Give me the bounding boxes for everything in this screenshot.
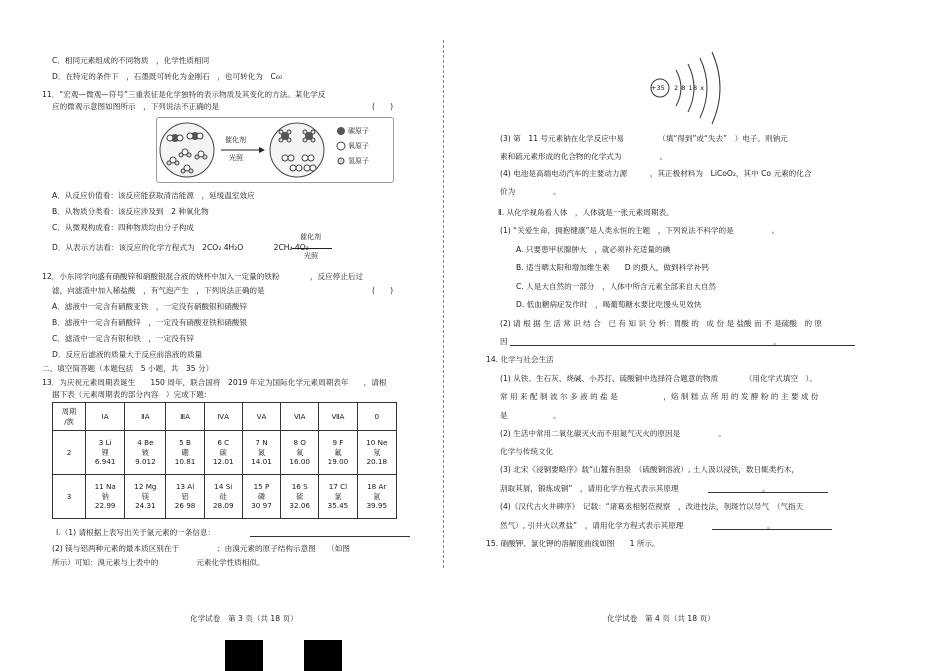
element-name: 氟 — [334, 447, 342, 457]
element-cell — [125, 431, 166, 475]
table-row — [53, 475, 397, 519]
element-symbol: 7 N — [255, 438, 268, 448]
header-group: ⅠA — [86, 403, 125, 431]
equation-catalyst: 催化剂 — [300, 233, 321, 241]
element-mass: 35.45 — [327, 501, 349, 511]
element-mass: 22.99 — [94, 501, 116, 511]
option-d-ii1: D. 低血糖病症发作时 ，喝葡萄糖水要比吃馒头见效快 — [516, 300, 702, 309]
legend-hydrogen: 氢原子 — [348, 157, 369, 165]
element-mass: 16.00 — [289, 457, 310, 467]
element-symbol: 13 Al — [175, 482, 195, 492]
element-symbol: 4 Be — [137, 438, 154, 448]
option-c-q12: C．滤渣中一定含有银和铁 ，一定没有锌 — [52, 334, 194, 343]
atom-nucleus-label: +35 — [651, 84, 665, 92]
element-cell — [125, 475, 166, 519]
element-mass: 14.01 — [251, 457, 272, 467]
period-cell: 3 — [53, 475, 86, 519]
answer-bracket-q11: ( ) — [372, 102, 394, 111]
element-name: 硫 — [296, 491, 304, 501]
question-13-part-2: (2) 镁与铝两种元素的最本质区别在于 ；由溴元素的原子结构示意图 （如图 — [52, 544, 350, 553]
header-group: ⅥA — [281, 403, 319, 431]
element-cell — [242, 475, 280, 519]
element-name: 锂 — [101, 447, 109, 457]
question-11-stem-2: 应的微观示意图如图所示 ，下列说法不正确的是 — [52, 102, 220, 111]
element-symbol: 14 Si — [214, 482, 233, 492]
element-cell — [204, 475, 242, 519]
element-cell — [166, 475, 204, 519]
scan-marker — [304, 640, 342, 671]
q13-part-3b: 素和硫元素形成的化合物的化学式为 。 — [500, 152, 668, 161]
element-mass: 9.012 — [135, 457, 156, 467]
option-d-q12: D．反应后滤液的质量大于反应前溶液的质量 — [52, 350, 203, 359]
equation-light: 光照 — [304, 252, 318, 260]
answer-line — [712, 529, 832, 530]
header-group: ⅦA — [319, 403, 357, 431]
question-13-part-1: Ⅰ.（1) 请根据上表写出关于氩元素的一条信息： — [56, 528, 216, 537]
q13-part-4b: 价为 。 — [500, 187, 561, 196]
section-2-heading: 二、填空简答题（本题包括 5 小题，共 35 分） — [42, 364, 214, 373]
element-cell — [281, 431, 319, 475]
q14-part-1b: 常 用 来 配 制 波 尔 多 液 的 盐 是 ，焙 制 糕 点 所 用 的 发 酵 粉 的 主 要 成 份 — [500, 392, 819, 401]
option-d-q11: D．从表示方法看：该反应的化学方程式为 2CO₂ 4H₂O 2CH₄ 4O₂ — [52, 243, 309, 252]
answer-line — [510, 345, 855, 346]
q14-part-1c: 是 。 — [500, 411, 561, 420]
question-12-stem: 12．小东同学向盛有硝酸锌和硝酸银混合液的烧杯中加入一定量的铁粉 ，反应停止后过 — [42, 272, 364, 281]
element-cell — [86, 475, 125, 519]
option-d-q10: D．在特定的条件下 ，石墨既可转化为金刚石 ，也可转化为 C₆₀ — [52, 72, 282, 81]
element-cell — [86, 431, 125, 475]
element-name: 铍 — [141, 447, 149, 457]
element-mass: 32.06 — [289, 501, 310, 511]
scan-marker — [225, 640, 263, 671]
element-mass: 10.81 — [174, 457, 196, 467]
element-name: 碳 — [219, 447, 227, 457]
q13-part-4: (4) 电池是高端电动汽车的主要动力源 ，其正极材料为 LiCoO₂，其中 Co 元素的化合 — [500, 169, 812, 178]
element-name: 硅 — [219, 491, 227, 501]
answer-line — [708, 492, 828, 493]
element-mass: 28.09 — [212, 501, 234, 511]
question-13-stem-2: 据下表（元素周期表的部分内容 ）完成下题: — [52, 390, 207, 399]
element-symbol: 9 F — [332, 438, 344, 448]
option-b-q12: B．滤液中一定含有硝酸锌 ，一定没有硝酸亚铁和硝酸银 — [52, 318, 248, 327]
reaction-diagram — [156, 117, 394, 183]
answer-bracket-q12: ( ) — [372, 286, 394, 295]
element-name: 钠 — [101, 491, 109, 501]
header-group: ⅣA — [204, 403, 242, 431]
element-mass: 6.941 — [94, 457, 116, 467]
element-name: 氖 — [373, 447, 381, 457]
option-a-q11: A．从反应价值看：该反应能获取清洁能源 ，延缓温室效应 — [52, 191, 255, 200]
element-symbol: 18 Ar — [367, 482, 387, 492]
option-b-ii1: B. 适当晒太阳和增加维生素 D 的摄入，做到科学补钙 — [516, 263, 709, 272]
element-symbol: 12 Mg — [134, 482, 157, 492]
q14-part-4: (4)《汉代古火井碑序》 记载：“诸葛丞相躬莅视察 ，改进技法，刳斑竹以导气 （气指天 — [500, 502, 804, 511]
option-a-ii1: A. 只要患甲状腺肿大 ，就必须补充适量的碘 — [516, 245, 671, 254]
element-cell — [204, 431, 242, 475]
header-period-group: 周期 /族 — [53, 403, 86, 431]
atom-shells-label: 2 8 18 x — [674, 84, 705, 92]
element-symbol: 6 C — [217, 438, 230, 448]
periodic-table — [52, 402, 397, 519]
table-header-row — [53, 403, 397, 431]
element-symbol: 17 Cl — [328, 482, 348, 492]
element-cell — [242, 431, 280, 475]
q13-ii-2b: 因 。 — [500, 337, 781, 346]
footer-page-4: 化学试卷 第 4 页（共 18 页） — [607, 614, 715, 623]
q14-part-2: (2) 生活中常用二氧化碳灭火而不用氮气灭火的原因是 。 — [500, 429, 726, 438]
option-c-q10: C．相同元素组成的不同物质 ，化学性质相同 — [52, 56, 210, 65]
element-mass: 12.01 — [212, 457, 234, 467]
answer-line — [250, 536, 410, 537]
element-symbol: 10 Ne — [366, 438, 388, 448]
diagram-catalyst-label: 催化剂 — [225, 136, 246, 144]
option-c-ii1: C. 人是大自然的一部分 ，人体中所含元素全部来自大自然 — [516, 282, 716, 291]
element-symbol: 5 B — [179, 438, 191, 448]
element-mass: 26 98 — [174, 501, 196, 511]
header-group: ⅤA — [242, 403, 280, 431]
element-symbol: 16 S — [291, 482, 308, 492]
element-cell — [357, 431, 396, 475]
header-group: ⅢA — [166, 403, 204, 431]
element-name: 铝 — [181, 491, 189, 501]
header-group: ⅡA — [125, 403, 166, 431]
question-12-stem-2: 滤，向滤渣中加入稀盐酸 ，有气泡产生 ，下列说法正确的是 — [52, 286, 265, 295]
element-symbol: 15 P — [253, 482, 270, 492]
q13-ii-1: (1) “关爱生命，拥抱健康”是人类永恒的主题 ，下列说法不科学的是 。 — [500, 226, 780, 235]
element-name: 镁 — [141, 491, 149, 501]
diagram-light-label: 光照 — [229, 154, 243, 162]
element-name: 氩 — [373, 491, 381, 501]
element-cell — [319, 431, 357, 475]
period-cell: 2 — [53, 431, 86, 475]
q13-section-2: Ⅱ. 从化学视角看人体 ，人体就是一张元素周期表。 — [498, 208, 674, 217]
table-row — [53, 431, 397, 475]
element-name: 氯 — [334, 491, 342, 501]
legend-carbon: 碳原子 — [348, 127, 369, 135]
element-symbol: 11 Na — [94, 482, 116, 492]
q13-ii-2: (2) 请 根 据 生 活 常 识 结 合 已 有 知 识 分 析：胃酸 的 成 份 是 盐酸 而 不 是硫酸 的 原 — [500, 319, 823, 328]
header-group: 0 — [357, 403, 396, 431]
option-b-q11: B．从物质分类看：该反应涉及到 2 种氧化物 — [52, 207, 209, 216]
element-mass: 30 97 — [251, 501, 272, 511]
traditional-culture-heading: 化学与传统文化 — [500, 447, 554, 456]
element-mass: 24.31 — [135, 501, 156, 511]
element-mass: 39.95 — [366, 501, 388, 511]
question-15-stem: 15. 硝酸钾、氯化钾的溶解度曲线如图 1 所示。 — [486, 539, 660, 548]
element-mass: 20.18 — [366, 457, 388, 467]
option-a-q12: A．滤液中一定含有硝酸亚铁 ，一定没有硝酸银和硝酸锌 — [52, 302, 248, 311]
element-name: 氮 — [257, 447, 266, 457]
q14-part-1: (1) 从铁、生石灰、烧碱、小苏打、硫酸铜中选择符合题意的物质 （用化学式填空 ）。 — [500, 374, 817, 383]
element-cell — [357, 475, 396, 519]
element-name: 磷 — [257, 491, 266, 501]
element-symbol: 8 O — [293, 438, 306, 448]
element-cell — [281, 475, 319, 519]
element-cell — [166, 431, 204, 475]
q14-part-3b: 刮取其屑，锻炼成铜” ，请用化学方程式表示其原理 。 — [500, 484, 770, 493]
option-c-q11: C．从微观构成看：四种物质均由分子构成 — [52, 223, 194, 232]
question-11-stem: 11．“宏观—微观—符号”三重表征是化学独特的表示物质及其变化的方法。某化学反 — [42, 90, 326, 99]
element-name: 硼 — [181, 447, 189, 457]
element-symbol: 3 Li — [98, 438, 112, 448]
legend-oxygen: 氧原子 — [348, 142, 369, 150]
element-cell — [319, 475, 357, 519]
question-13-stem: 13．为庆祝元素周期表诞生 150 周年，联合国将 2019 年定为国际化学元素周期表年 ，请根 — [42, 378, 387, 387]
column-divider — [443, 40, 444, 568]
q13-part-3: (3) 第 11 号元素钠在化学反应中易 （填“得到”或“失去” ）电子。则钠元 — [500, 134, 788, 143]
q14-part-3: (3) 北宋《浸铜要略序》载“山麓有胆泉 （硫酸铜溶液）, 土人汲以浸铁，数日辄类朽木， — [500, 465, 800, 474]
question-13-part-2b: 所示）可知：溴元素与上表中的 元素化学性质相似。 — [52, 558, 265, 567]
q14-part-4b: 然气）, 引井火以煮盐” ，请用化学方程式表示其原理 。 — [500, 521, 775, 530]
element-name: 氧 — [296, 447, 304, 457]
footer-page-3: 化学试卷 第 3 页（共 18 页） — [190, 614, 298, 623]
equation-arrow — [292, 248, 332, 249]
element-mass: 19.00 — [327, 457, 349, 467]
question-14-heading: 14. 化学与社会生活 — [486, 355, 554, 364]
